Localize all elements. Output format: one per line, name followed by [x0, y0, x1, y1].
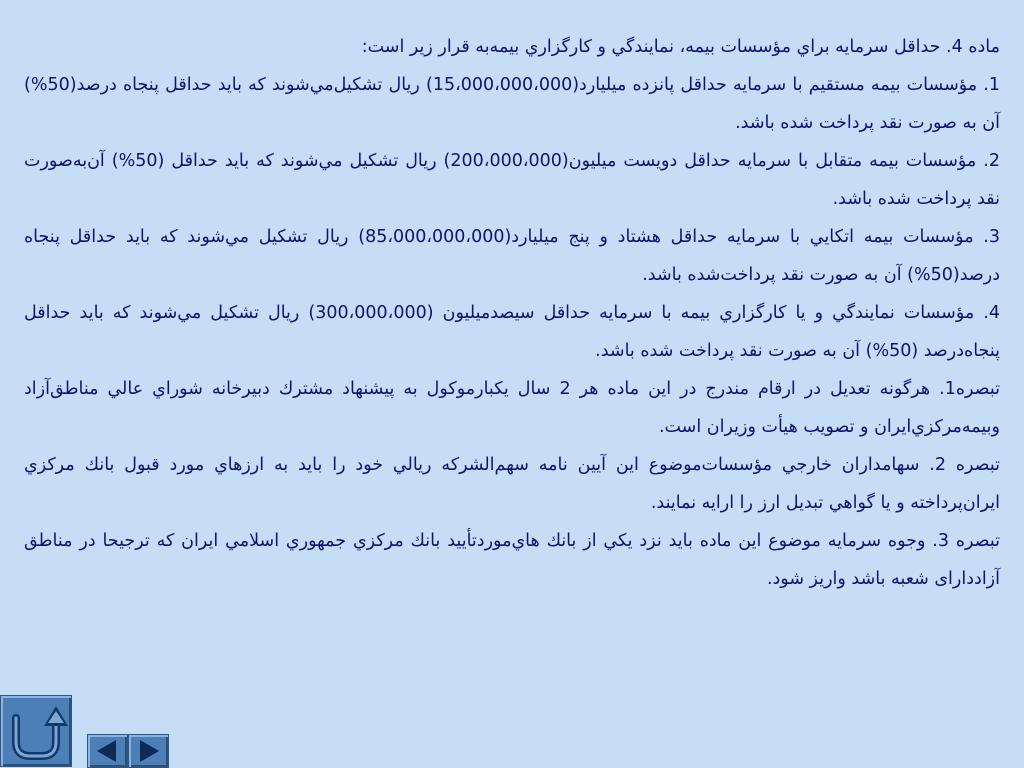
slide-navigation: [87, 734, 169, 768]
next-slide-button[interactable]: [128, 734, 169, 768]
previous-slide-button[interactable]: [87, 734, 128, 768]
triangle-right-icon: [129, 735, 168, 767]
return-button[interactable]: [0, 695, 72, 767]
triangle-left-icon: [88, 735, 127, 767]
clause-2: 2. مؤسسات بيمه متقابل با سرمايه حداقل دويست ميليون(200،000،000) ريال تشكيل مي‌شوند كه بايد حداقل (50%) آن‌به‌صورت نقد پرداخت شده باشد.: [24, 151, 1001, 209]
article-4-heading: ماده 4. حداقل سرمايه براي مؤسسات بيمه، نمايندگي و كارگزاري بيمه‌به قرار زير است:: [361, 37, 1000, 57]
note-2: تبصره 2. سهامداران خارجي مؤسسات‌موضوع اين آيين نامه سهم‌الشركه ريالي خود را بايد به ارزهاي مورد قبول بانك مركزي ايران‌پرداخته و يا گواهي تبديل ارز را ارايه نمايند.: [24, 455, 1000, 513]
clause-4: 4. مؤسسات نمايندگي و يا كارگزاري بيمه با سرمايه حداقل سيصدميليون (300،000،000) ريال تشكيل مي‌شوند كه بايد حداقل پنجاه‌درصد (50%) آن به صورت نقد پرداخت شده باشد.: [24, 303, 1000, 361]
return-arrow-icon: [1, 696, 71, 766]
clause-1: 1. مؤسسات بيمه مستقيم با سرمايه حداقل پانزده ميليارد(15،000،000،000) ريال تشكيل‌مي‌شوند كه بايد حداقل پنجاه درصد(50%) آن به صورت نقد پرداخت شده باشد.: [24, 75, 1000, 133]
note-3: تبصره 3. وجوه سرمايه موضوع اين ماده بايد نزد يكي از بانك هاي‌موردتأييد بانك مركزي جمهوري اسلامي ايران كه ترجيحا در مناطق آزاددارای شعبه باشد واريز شود.: [24, 531, 1000, 589]
clause-3: 3. مؤسسات بيمه اتكايي با سرمايه حداقل هشتاد و پنج ميليارد(85،000،000،000) ريال تشكيل مي‌شوند كه بايد حداقل پنجاه درصد(50%) آن به صورت نقد پرداخت‌شده باشد.: [24, 227, 1000, 285]
note-1: تبصره1. هرگونه تعديل در ارقام مندرج در اين ماده هر 2 سال يكبارموكول به پيشنهاد مشترك دبيرخانه شوراي عالي مناطق‌آزاد وبيمه‌مركزي‌ايران و تصويب هيأت وزيران است.: [24, 379, 1000, 437]
slide-body: [24, 28, 1000, 598]
